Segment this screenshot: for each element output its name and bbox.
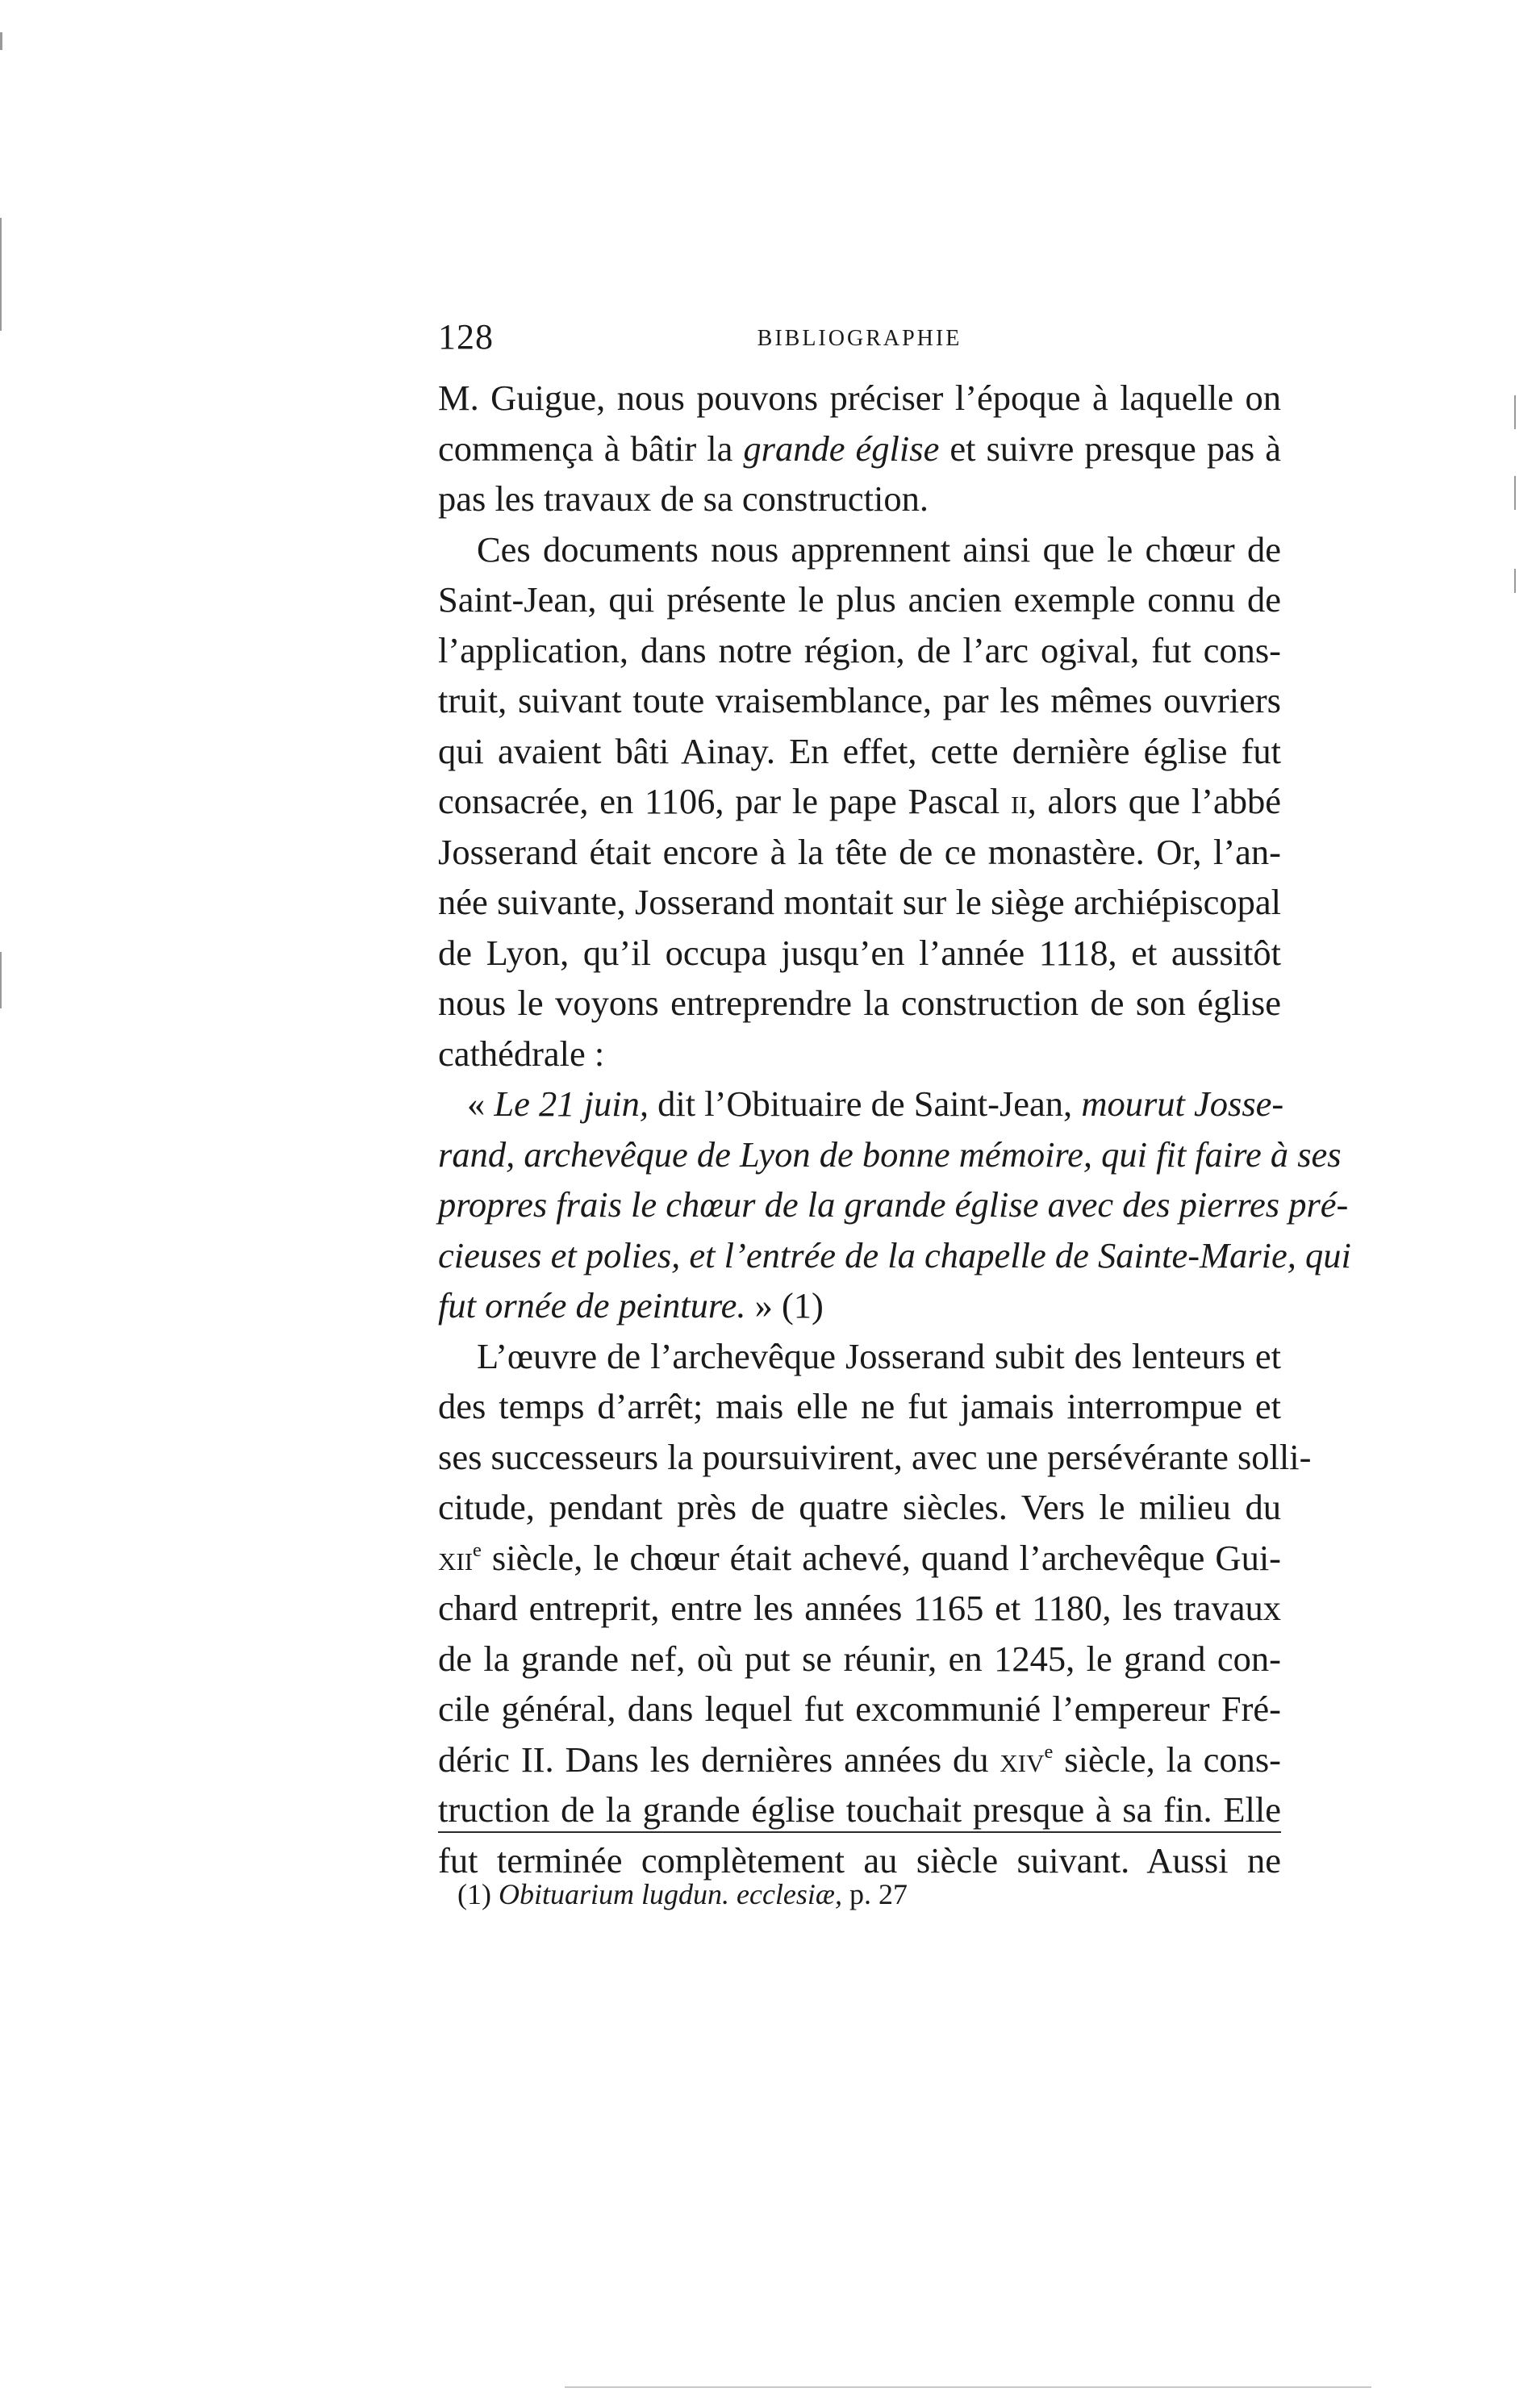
footnote-citation: Obituarium lugdun. ecclesiæ, <box>498 1878 842 1910</box>
text-run: commença à bâtir la <box>438 428 744 469</box>
text-line: cathédrale : <box>438 1033 605 1074</box>
small-caps-run: ii <box>1010 781 1028 821</box>
text-line: ses successeurs la poursuivirent, avec une persévérante solli- <box>438 1436 1312 1477</box>
text-line: cile général, dans lequel fut excommunié l’empereur Fré- <box>438 1689 1281 1729</box>
text-line: chard entreprit, entre les années 1165 et 1180, les travaux <box>438 1588 1281 1628</box>
text-line: l’application, dans notre région, de l’arc ogival, fut cons- <box>438 629 1281 670</box>
text-run: siècle, le chœur était achevé, quand l’archevêque Gui- <box>481 1537 1281 1578</box>
text-line: nous le voyons entreprendre la construction de son église <box>438 983 1281 1023</box>
text-line: M. Guigue, nous pouvons préciser l’époque à laquelle on <box>438 378 1281 418</box>
page-number: 128 <box>438 317 494 357</box>
superscript: e <box>473 1538 482 1561</box>
text-line: fut terminée complètement au siècle suivant. Aussi ne <box>438 1839 1281 1881</box>
scan-edge-mark <box>0 952 2 1008</box>
quote-line <box>438 1280 1281 1331</box>
italic-run: mourut Josse- <box>1081 1083 1284 1124</box>
footnote <box>457 1876 908 1912</box>
text-line: L’œuvre de l’archevêque Josserand subit des lenteurs et <box>477 1335 1281 1376</box>
footnote-ref: » (1) <box>745 1285 824 1325</box>
quote-line: cieuses et polies, et l’entrée de la chapelle de Sainte-Marie, qui <box>438 1234 1351 1275</box>
scan-edge-mark <box>0 218 2 331</box>
text-line <box>438 424 1281 474</box>
text-line: citude, pendant près de quatre siècles. Vers le milieu du <box>438 1487 1281 1527</box>
text-run: dit l’Obituaire de Saint-Jean, <box>648 1083 1082 1124</box>
quote-line <box>438 1079 1284 1129</box>
italic-run: fut ornée de peinture. <box>438 1285 746 1325</box>
scan-edge-mark <box>1514 476 1516 510</box>
text-line: de Lyon, qu’il occupa jusqu’en l’année 1118, et aussitôt <box>438 932 1281 973</box>
text-line: Ces documents nous apprennent ainsi que le chœur de <box>477 528 1281 570</box>
text-line: de la grande nef, où put se réunir, en 1245, le grand con- <box>438 1638 1281 1679</box>
text-line: Josserand était encore à la tête de ce monastère. Or, l’an- <box>438 831 1281 872</box>
text-line: née suivante, Josserand montait sur le siège archiépiscopal <box>438 882 1281 922</box>
footnote-page-ref: p. 27 <box>841 1878 908 1910</box>
text-run: et suivre presque pas à <box>939 428 1281 469</box>
text-line: truit, suivant toute vraisemblance, par les mêmes ouvriers <box>438 680 1281 720</box>
footnote-marker: (1) <box>457 1878 499 1910</box>
small-caps-run: xiv <box>1000 1739 1045 1780</box>
italic-run: Le 21 juin, <box>494 1083 649 1124</box>
scan-bottom-mark <box>565 2386 1371 2388</box>
text-run: déric II. Dans les dernières années du <box>438 1739 1000 1780</box>
scan-edge-mark <box>1514 569 1516 593</box>
text-line <box>438 776 1281 827</box>
text-run: consacrée, en 1106, par le pape Pascal <box>438 781 1011 821</box>
text-line: qui avaient bâti Ainay. En effet, cette dernière église fut <box>438 730 1281 771</box>
text-run: « <box>467 1083 495 1124</box>
page-header <box>438 316 1281 365</box>
text-line <box>438 1735 1281 1785</box>
text-line: pas les travaux de sa construction. <box>438 478 929 519</box>
scan-edge-mark <box>0 32 2 50</box>
running-head: BIBLIOGRAPHIE <box>757 326 962 351</box>
quote-line: rand, archevêque de Lyon de bonne mémoire, qui fit faire à ses <box>438 1133 1342 1175</box>
text-line: Saint-Jean, qui présente le plus ancien exemple connu de <box>438 579 1281 620</box>
small-caps-run: xii <box>438 1537 474 1578</box>
italic-run: grande église <box>743 428 940 469</box>
body-text <box>438 373 1351 1885</box>
text-run: siècle, la cons- <box>1053 1739 1281 1780</box>
scan-edge-mark <box>1514 395 1516 429</box>
text-line: des temps d’arrêt; mais elle ne fut jamais interrompue et <box>438 1386 1281 1426</box>
text-line <box>438 1533 1281 1584</box>
quote-line: propres frais le chœur de la grande église avec des pierres pré- <box>438 1184 1349 1225</box>
text-run: , alors que l’abbé <box>1027 781 1281 821</box>
footnote-rule <box>438 1831 1281 1833</box>
text-line: truction de la grande église touchait presque à sa fin. Elle <box>438 1789 1281 1830</box>
superscript: e <box>1044 1740 1054 1763</box>
